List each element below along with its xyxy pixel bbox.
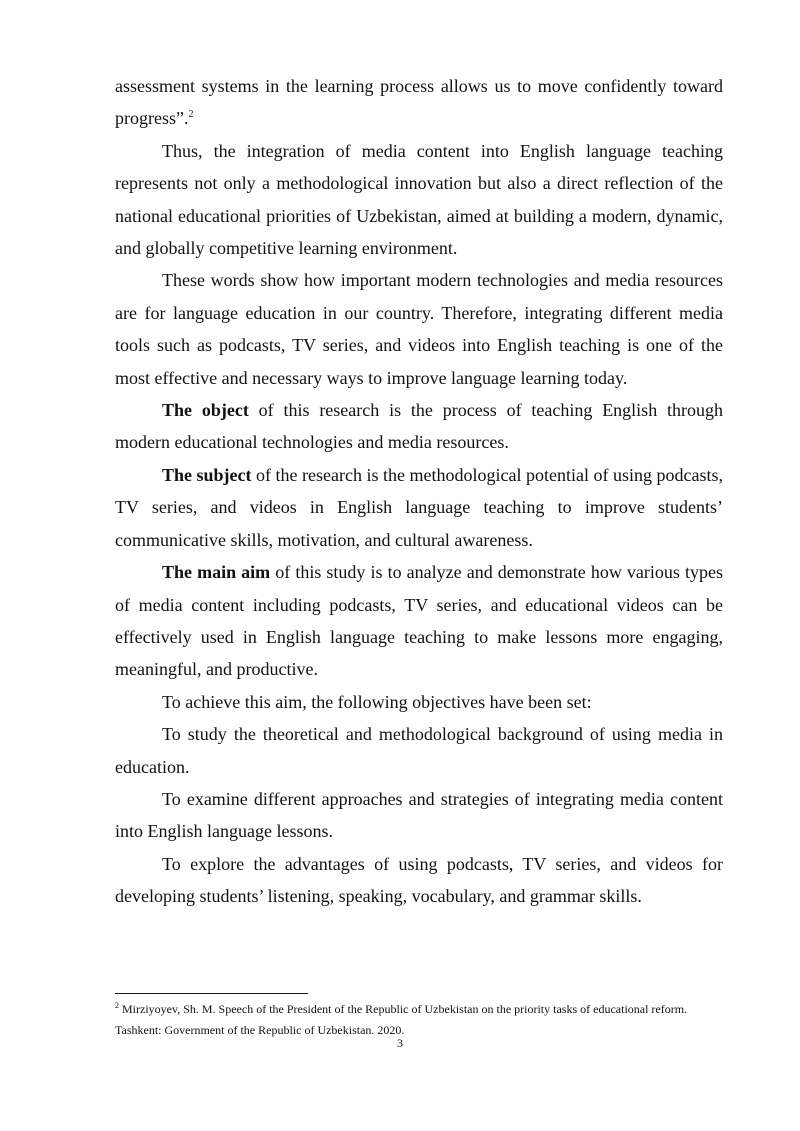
paragraph-text: These words show how important modern technologies and media resources are for language education in our country. Therefore, integrating different media tools such as podcasts, TV series, and videos into English teaching is one of the most effective and necessary ways to improve language learning today. <box>115 270 723 388</box>
lead-term-object: The object <box>162 400 249 421</box>
paragraph-text: of this study is to analyze and demonstrate how various types of media content including podcasts, TV series, and educational videos can be effectively used in English language teaching to make lessons more engaging, meaningful, and productive. <box>115 562 723 680</box>
paragraph-text: To study the theoretical and methodological background of using media in education. <box>115 724 723 777</box>
paragraph-2 <box>115 135 723 265</box>
objective-2 <box>115 783 723 848</box>
lead-term-main-aim: The main aim <box>162 562 271 583</box>
paragraph-main-aim <box>115 556 723 686</box>
objective-3 <box>115 848 723 913</box>
footnote-separator <box>115 993 308 994</box>
footnote-text: Mirziyoyev, Sh. M. Speech of the President of the Republic of Uzbekistan on the priority tasks of educational reform. Tashkent: Government of the Republic of Uzbekistan. 2020. <box>115 1002 688 1037</box>
paragraph-text: assessment systems in the learning process allows us to move confidently toward progress”. <box>115 76 723 129</box>
objective-1 <box>115 718 723 783</box>
paragraph-1 <box>115 70 723 135</box>
page-body <box>115 70 723 913</box>
paragraph-object <box>115 394 723 459</box>
footnote-reference[interactable]: 2 <box>188 109 194 121</box>
footnote <box>115 999 723 1040</box>
paragraph-text: Thus, the integration of media content into English language teaching represents not only a methodological innovation but also a direct reflection of the national educational priorities of Uzbekistan, aimed at building a modern, dynamic, and globally competitive learning environment. <box>115 140 723 259</box>
paragraph-objectives-intro <box>115 686 723 718</box>
lead-term-subject: The subject <box>162 464 252 485</box>
paragraph-subject <box>115 459 723 556</box>
paragraph-text: To achieve this aim, the following objectives have been set: <box>162 691 592 712</box>
paragraph-3 <box>115 264 723 394</box>
footnote-marker: 2 <box>115 1001 119 1010</box>
page-number: 3 <box>397 1036 403 1050</box>
paragraph-text: of the research is the methodological potential of using podcasts, TV series, and videos in English language teaching to improve students’ communicative skills, motivation, and cultural awareness. <box>115 464 724 550</box>
paragraph-text: To explore the advantages of using podcasts, TV series, and videos for developing students’ listening, speaking, vocabulary, and grammar skills. <box>115 853 723 907</box>
paragraph-text: of this research is the process of teaching English through modern educational technologies and media resources. <box>115 400 724 453</box>
paragraph-text: To examine different approaches and strategies of integrating media content into English language lessons. <box>115 788 723 842</box>
